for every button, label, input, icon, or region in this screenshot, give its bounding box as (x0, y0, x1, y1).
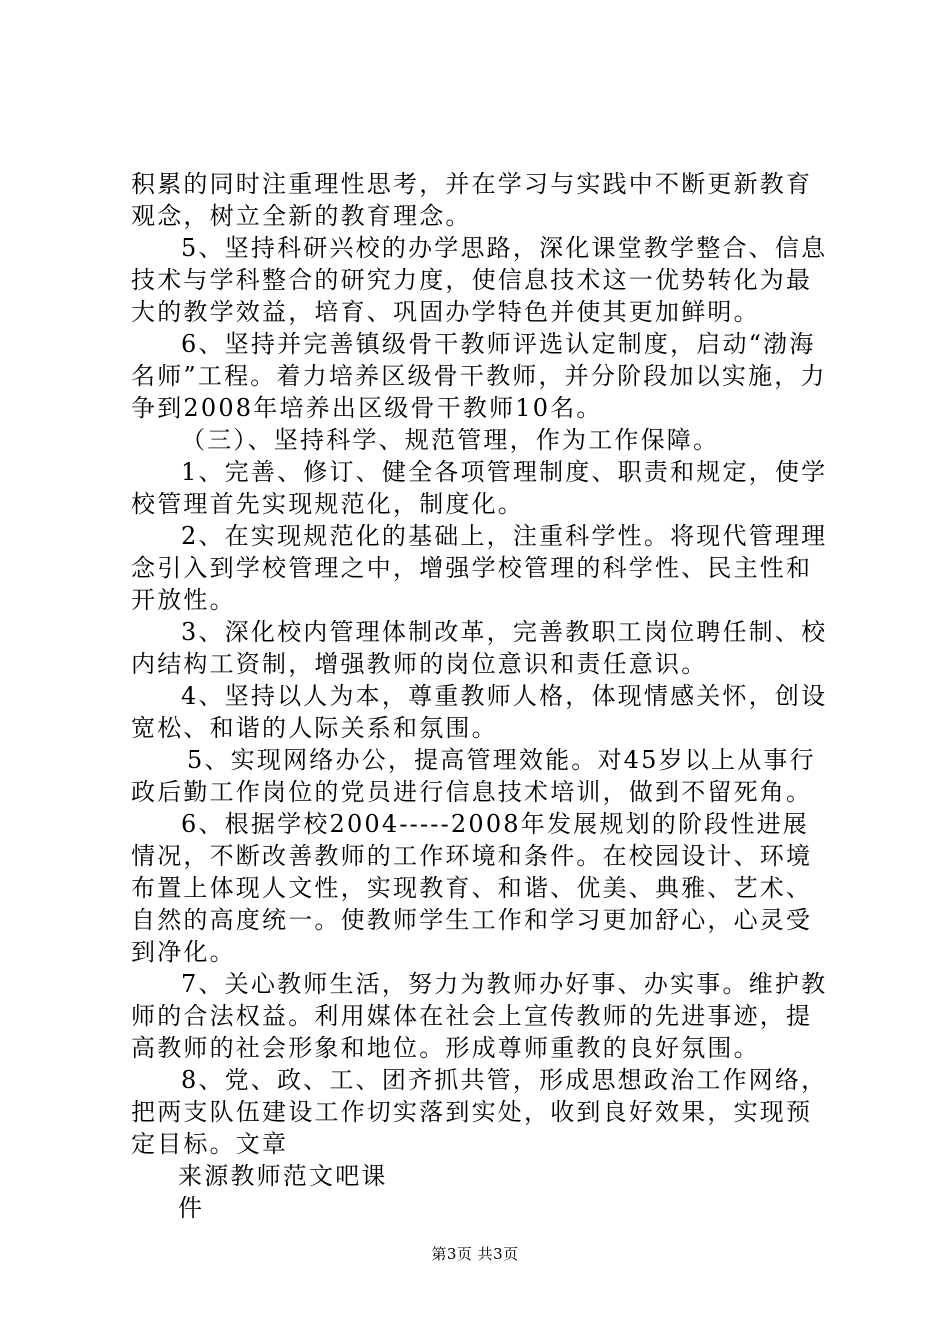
paragraph-item-2-scientific: 2、在实现规范化的基础上，注重科学性。将现代管理理念引入到学校管理之中，增强学校管理的科学性、民主性和开放性。 (131, 522, 828, 614)
paragraph-item-1-rules: 1、完善、修订、健全各项管理制度、职责和规定，使学校管理首先实现规范化，制度化。 (131, 458, 828, 518)
page-number-footer: 第3页 共3页 (431, 1245, 519, 1263)
source-line-1: 来源教师范文吧课 (178, 1162, 388, 1190)
paragraph-item-3-reform: 3、深化校内管理体制改革，完善教职工岗位聘任制、校内结构工资制，增强教师的岗位意识和责任意识。 (131, 618, 828, 678)
paragraph-item-7-care: 7、关心教师生活，努力为教师办好事、办实事。维护教师的合法权益。利用媒体在社会上宣传教师的先进事迹，提高教师的社会形象和地位。形成尊师重教的良好氛围。 (131, 970, 828, 1062)
paragraph-item-6-backbone-teachers: 6、坚持并完善镇级骨干教师评选认定制度，启动“渤海名师”工程。着力培养区级骨干教师，并分阶段加以实施，力争到2008年培养出区级骨干教师10名。 (131, 330, 827, 422)
paragraph-item-6-environment: 6、根据学校2004-----2008年发展规划的阶段性进展情况，不断改善教师的工作环境和条件。在校园设计、环境布置上体现人文性，实现教育、和谐、优美、典雅、艺术、自然的高度统一。使教师学生工作和学习更加舒心，心灵受到净化。 (131, 810, 813, 966)
paragraph-continuation: 积累的同时注重理性思考，并在学习与实践中不断更新教育观念，树立全新的教育理念。 (131, 170, 813, 230)
document-body (131, 168, 831, 1224)
paragraph-item-5-network: 5、实现网络办公，提高管理效能。对45岁以上从事行政后勤工作岗位的党员进行信息技术培训，做到不留死角。 (131, 746, 816, 806)
paragraph-item-4-people-oriented: 4、坚持以人为本，尊重教师人格，体现情感关怀，创设宽松、和谐的人际关系和氛围。 (131, 682, 828, 742)
section-heading-3: （三）、坚持科学、规范管理，作为工作保障。 (181, 426, 720, 454)
paragraph-item-8-party: 8、党、政、工、团齐抓共管，形成思想政治工作网络，把两支队伍建设工作切实落到实处，收到良好效果，实现预定目标。文章 (131, 1066, 828, 1158)
paragraph-item-5-research: 5、坚持科研兴校的办学思路，深化课堂教学整合、信息技术与学科整合的研究力度，使信息技术这一优势转化为最大的教学效益，培育、巩固办学特色并使其更加鲜明。 (131, 234, 828, 326)
source-line-2: 件 (178, 1194, 205, 1222)
